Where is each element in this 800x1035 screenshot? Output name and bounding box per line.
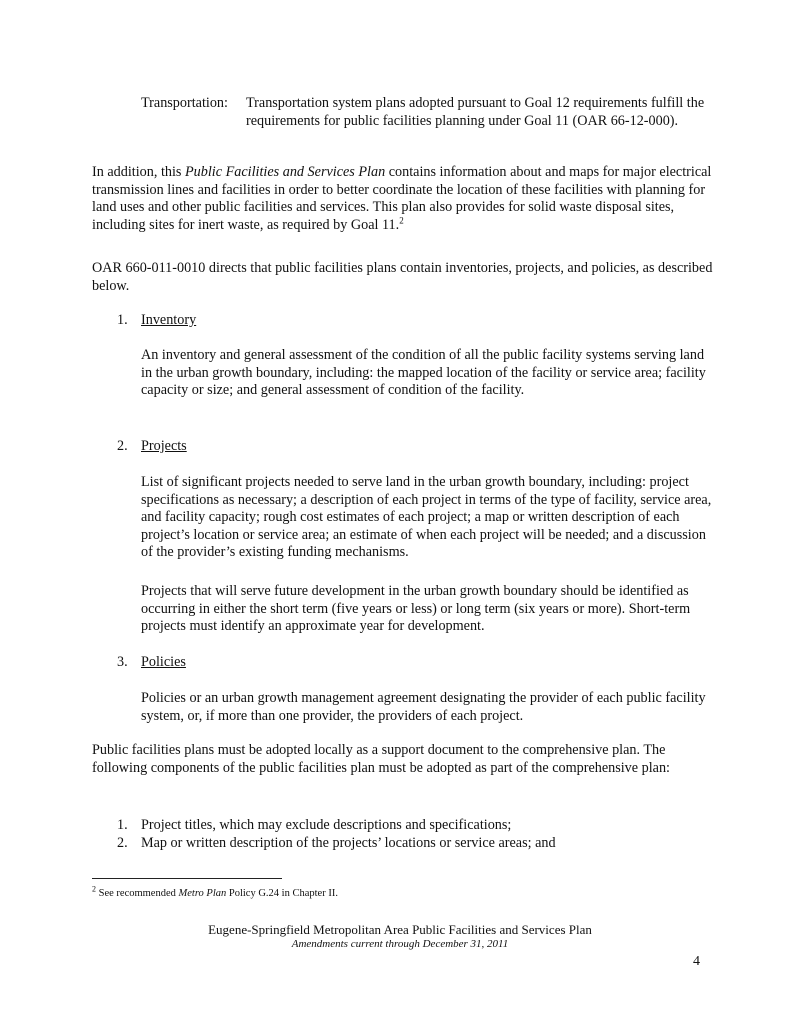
footer-title: Eugene-Springfield Metropolitan Area Public Facilities and Services Plan (208, 922, 592, 937)
footnote-post: Policy G.24 in Chapter II. (226, 888, 338, 899)
page-number: 4 (693, 954, 700, 969)
footnote-marker: 2 (92, 884, 96, 894)
transportation-text: Transportation system plans adopted pursuant to Goal 12 requirements fulfill the requirements for public facilities planning under Goal 11 (OAR 66-12-000). (246, 95, 705, 129)
footer-subtitle: Amendments current through December 31, 2011 (291, 938, 509, 950)
item-title-inventory: Inventory (141, 312, 197, 328)
transportation-label: Transportation: (141, 95, 228, 111)
item-title-policies: Policies (141, 654, 186, 670)
intro-paragraph (92, 164, 722, 234)
adoption-paragraph: Public facilities plans must be adopted locally as a support document to the comprehensive plan. The following components of the public facilities plan must be adopted as part of the comprehensive plan: (92, 742, 670, 776)
item-number: 2. (117, 438, 128, 454)
projects-timing: Projects that will serve future development in the urban growth boundary should be identified as occurring in either the short term (five years or less) or long term (six years or more). Short-term projects must identify an approximate year for development. (141, 583, 691, 635)
list-item-number: 2. (117, 834, 128, 851)
list-item (117, 835, 677, 853)
footnote-divider (92, 878, 282, 879)
footnote-italic: Metro Plan (178, 888, 227, 899)
list-item-text: Project titles, which may exclude descriptions and specifications; (141, 817, 512, 833)
plan-title-italic: Public Facilities and Services Plan (185, 164, 386, 180)
policies-description: Policies or an urban growth management agreement designating the provider of each public facility system, or, if more than one provider, the providers of each project. (141, 690, 706, 724)
components-list (117, 817, 677, 852)
footnote-pre: See recommended (96, 888, 179, 899)
intro-pre: In addition, this (92, 164, 186, 180)
item-number: 3. (117, 654, 128, 670)
projects-description: List of significant projects needed to serve land in the urban growth boundary, including: project specifications as necessary; a description of each project in terms of the type of facility, service area, and facility capacity; rough cost estimates of each project; a map or written description of each project’s location or service area; an estimate of when each project will be needed; and a discussion of the provider’s existing funding mechanisms. (141, 474, 712, 561)
inventory-description: An inventory and general assessment of the condition of all the public facility systems serving land in the urban growth boundary, including: the mapped location of the facility or service area; facility capacity or size; and general assessment of condition of the facility. (141, 347, 706, 399)
list-item-number: 1. (117, 817, 128, 833)
list-item (117, 817, 677, 835)
item-number: 1. (117, 312, 128, 328)
item-title-projects: Projects (141, 438, 187, 454)
footnote (92, 884, 338, 900)
intro-post: contains information about and maps for major electrical transmission lines and facilities in order to better coordinate the location of these facilities with planning for land uses and other public facilities and services. This plan also provides for solid waste disposal sites, including sites for inert waste, as required by Goal 11. (92, 164, 712, 233)
footnote-reference[interactable]: 2 (399, 215, 404, 226)
list-item-text: Map or written description of the projects’ locations or service areas; and (141, 834, 556, 851)
oar-paragraph: OAR 660-011-0010 directs that public facilities plans contain inventories, projects, and policies, as described below. (92, 260, 713, 294)
